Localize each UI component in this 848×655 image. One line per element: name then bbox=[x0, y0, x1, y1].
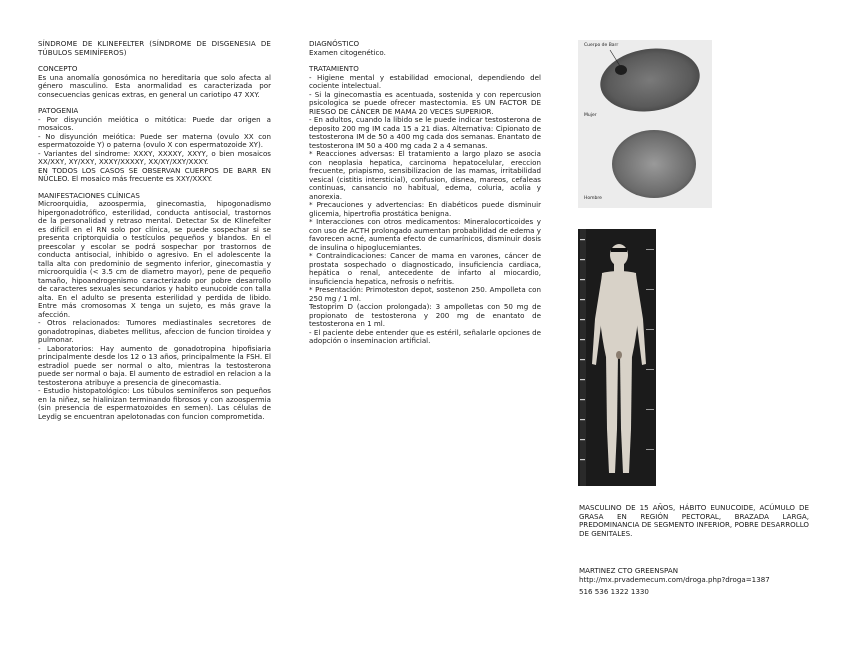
barr-body-figure bbox=[578, 40, 712, 208]
barr-body bbox=[615, 65, 627, 75]
barr-label: Cuerpo de Barr bbox=[584, 43, 619, 48]
tratamiento-item: Testoprim D (accion prolongada): 3 ampolletas con 50 mg de propionato de testosterona y 200 mg de enantato de testosterona en 1 ml. bbox=[309, 302, 541, 328]
tratamiento-item: * Presentación: Primoteston depot, sostenon 250. Ampolleta con 250 mg / 1 ml. bbox=[309, 285, 541, 303]
column-middle bbox=[309, 40, 541, 346]
patient-photo bbox=[578, 229, 656, 486]
patogenia-heading: PATOGENIA bbox=[38, 106, 79, 115]
manifestaciones-item: - Estudio histopatológico: Los túbulos seminíferos son pequeños en la niñez, se hialinizan terminando fibrosos y con azoospermia (sin presencia de espermatozoides en semen). Las células de Leydig se encuentran apelotonadas con funcion comprometida. bbox=[38, 386, 271, 421]
manifestaciones-item: - Otros relacionados: Tumores mediastinales secretores de gonadotropinas, diabetes mellitus, afeccion de funcion tiroidea y pulmonar. bbox=[38, 318, 271, 344]
hombre-label: Hombre bbox=[584, 196, 602, 201]
tratamiento-item: - Higiene mental y estabilidad emocional, dependiendo del cociente intelectual. bbox=[309, 72, 541, 90]
tratamiento-item: * Reacciones adversas: El tratamiento a largo plazo se asocia con neoplasia hepatica, carcinoma hepatocelular, ereccion frecuente, priapismo, sensibilizacion de las mamas, irritabilidad vesical (cistitis intersticial), confusion, disnea, mareos, cefaleas continuas, cansancio no habitual, edema, coluria, acolia y anorexia. bbox=[309, 149, 541, 201]
barr-body-micrograph bbox=[578, 40, 712, 208]
mujer-label: Mujer bbox=[584, 113, 597, 118]
patogenia-item: EN TODOS LOS CASOS SE OBSERVAN CUERPOS DE BARR EN NÚCLEO. El mosaico más frecuente es XXY/XXXY. bbox=[38, 165, 271, 183]
document-title: SÍNDROME DE KLINEFELTER (SÍNDROME DE DISGENESIA DE TÚBULOS SEMINÍFEROS) bbox=[38, 39, 271, 57]
patogenia-item: - Variantes del sindrome: XXXY, XXXXY, XXYY, o bien mosaicos XX/XXY, XY/XXY, XXXY/XXXXY, XX/XY/XXY/XXXY. bbox=[38, 148, 271, 166]
tratamiento-item: - El paciente debe entender que es estéril, señalarle opciones de adopción o inseminacion artificial. bbox=[309, 327, 541, 345]
concepto-heading: CONCEPTO bbox=[38, 64, 78, 73]
tratamiento-item: - Si la ginecomastia es acentuada, sostenida y con repercusion psicologica se puede ofrecer mastectomia. ES UN FACTOR DE RIESGO DE CÁNCER DE MAMA 20 VECES SUPERIOR. bbox=[309, 89, 541, 116]
eye-bar bbox=[611, 248, 627, 252]
concepto-text: Es una anomalía gonosómica no hereditaria que solo afecta al género masculino. Esta anormalidad es caracterizada por consecuencias genicas extras, en general un cariotipo 47 XXY. bbox=[38, 72, 271, 99]
column-left bbox=[38, 40, 271, 421]
tratamiento-item: * Contraindicaciones: Cancer de mama en varones, cáncer de prostata sospechado o diagnosticado, insuficiencia cardiaca, hepática o renal, antecedente de infarto al miocardio, insuficiencia hepatica, nefrosis o nefritis. bbox=[309, 251, 541, 286]
photo-caption: MASCULINO DE 15 AÑOS, HÁBITO EUNUCOIDE, ACÚMULO DE GRASA EN REGIÓN PECTORAL, BRAZADA LARGA, PREDOMINANCIA DE SEGMENTO INFERIOR, POBRE DESARROLLO DE GENITALES. bbox=[579, 503, 809, 538]
male-nucleus bbox=[612, 130, 696, 198]
reference-numbers: 516 536 1322 1330 bbox=[579, 587, 649, 596]
tratamiento-item: - En adultos, cuando la libido se le puede indicar testosterona de deposito 200 mg IM cada 15 a 21 dias. Alternativa: Cipionato de testosterona IM de 50 a 400 mg cada dos semanas. Enantato de testosterona IM 50 a 400 mg cada 2 a 4 semanas. bbox=[309, 115, 541, 150]
manifestaciones-heading: MANIFESTACIONES CLÍNICAS bbox=[38, 190, 140, 200]
patogenia-item: - Por disyunción meiótica o mitótica: Puede dar origen a mosaicos. bbox=[38, 114, 271, 132]
column-right bbox=[579, 504, 809, 597]
patogenia-item: - No disyunción meiótica: Puede ser materna (ovulo XX con espermatozoide Y) o paterna (ovulo X con espermatozoide XY). bbox=[38, 131, 271, 149]
reference-author: MARTINEZ CTO GREENSPAN bbox=[579, 566, 679, 575]
tratamiento-item: * Precauciones y advertencias: En diabéticos puede disminuir glicemia, hipertrofia prostática benigna. bbox=[309, 200, 541, 218]
tratamiento-item: * Interacciones con otros medicamentos: Mineralocorticoides y con uso de ACTH prolongado aumentan probabilidad de edema y favorecen acné, aumenta efecto de cumarínicos, disminuir dosis de insulina o hipoglucemiantes. bbox=[309, 217, 541, 252]
diagnostico-heading: DIAGNÓSTICO bbox=[309, 39, 360, 48]
manifestaciones-item: - Laboratorios: Hay aumento de gonadotropina hipofisiaria principalmente desde los 12 o 13 años, principalmente la FSH. El estradiol puede ser normal o alto, mientras la testosterona puede ser normal o baja. El aumento de estradiol en relacion a la testosterona atribuye a presencia de ginecomastia. bbox=[38, 343, 271, 387]
reference-url: http://mx.prvademecum.com/droga.php?droga=1387 bbox=[579, 574, 770, 584]
tratamiento-heading: TRATAMIENTO bbox=[309, 64, 359, 73]
diagnostico-text: Examen citogenético. bbox=[309, 47, 386, 57]
patient-figure bbox=[578, 229, 656, 486]
manifestaciones-item: Microorquidia, azoospermia, ginecomastia, hipogonadismo hipergonadotrófico, esterilidad, conducta antisocial, trastornos de la personalidad y retraso mental. Detectar Sx de Klinefelter es difícil en el RN solo por clínica, se puede sospechar si se presenta criptorquidia o testículos pequeños y blandos. En el preescolar y escolar se podrá sospechar por trastornos de conducta antisocial, inhibido o agresivo. En el adolescente la talla alta con predominio de segmento inferior, ginecomastia y microorquidia (< 3.5 cm de diametro mayor), pene de pequeño tamaño, hipoandrogenismo caracterizado por pobre desarrollo de caracteres sexuales secundarios y habito eunucoide con talla alta. En el adulto se presenta esterilidad y perdida de libido. Entre más cromosomas X tenga un sujeto, es más grave la afección. bbox=[38, 199, 271, 319]
